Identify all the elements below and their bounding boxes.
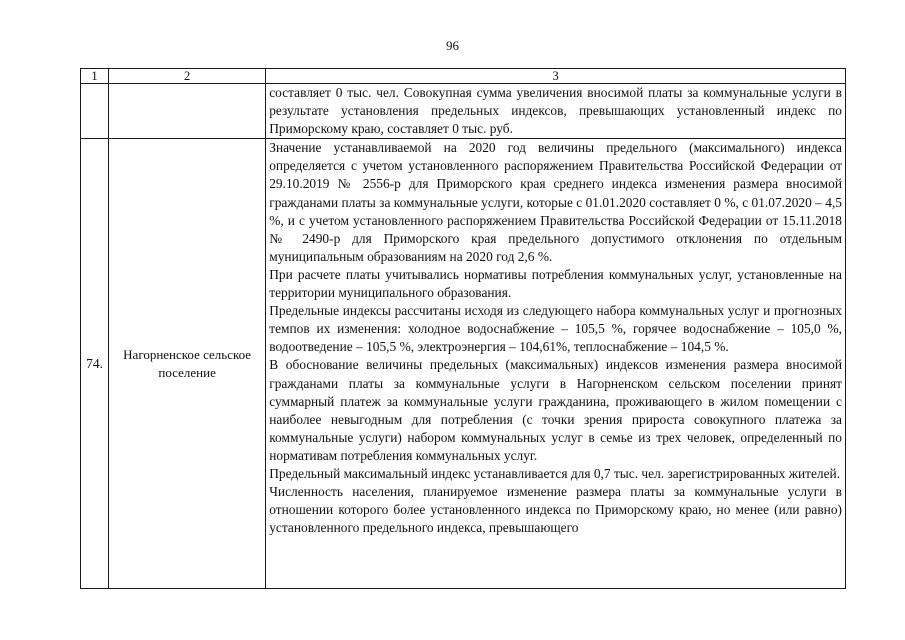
paragraph-index-value: Значение устанавливаемой на 2020 год величины предельного (максимального) индекса определяется с учетом установленного распоряжением Правительства Российской Федерации от 29.10.2019 № 2556-р для Приморского края среднего индекса изменения размера вносимой гражданами платы за коммунальные услуги, которые с 01.01.2020 составляет 0 %, с 01.07.2020 – 4,5 %, и с учетом установленного распоряжением Правительства Российской Федерации от 15.11.2018 № 2490-р для Приморского края предельного допустимого отклонения по отдельным муниципальным образованиям на 2020 год 2,6 %. [269,140,842,264]
paragraph-population-change: Численность населения, планируемое изменение размера платы за коммунальные услуги в отношении которого более установленного индекса по Приморскому краю, но менее (или равно) установленного предельного индекса, превышающего [269,484,842,536]
table-header-row [81,69,846,84]
continuation-cell [266,84,846,139]
column-header-3: 3 [266,69,846,84]
page-number: 96 [446,38,459,53]
continuation-paragraph: составляет 0 тыс. чел. Совокупная сумма увеличения вносимой платы за коммунальные услуги в результате установления предельных индексов, превышающих установленный индекс по Приморскому краю, составляет 0 тыс. руб. [269,85,842,137]
paragraph-norms: При расчете платы учитывались нормативы потребления коммунальных услуг, установленные на территории муниципального образования. [269,266,842,301]
paragraph-justification: В обоснование величины предельных (максимальных) индексов изменения размера вносимой гражданами платы за коммунальные услуги в Нагорненском сельском поселении принят суммарный платеж за коммунальные услуги гражданина, проживающего в жилом помещении с наиболее невыгодным для потребления (с точки зрения прироста совокупного платежа за коммунальные услуги) набором коммунальных услуг в семье из трех человек, определенный по нормативам потребления коммунальных услуг. [269,357,842,463]
document-table [80,68,846,589]
column-header-1: 1 [81,69,109,84]
row-name-cell [109,84,266,139]
column-header-2: 2 [109,69,266,84]
municipality-name-cell: Нагорненское сельское поселение [109,139,266,589]
table-row [81,84,846,139]
paragraph-tariff-rates: Предельные индексы рассчитаны исходя из следующего набора коммунальных услуг и прогнозных темпов их изменения: холодное водоснабжение – 105,5 %, горячее водоснабжение – 105,0 %, водоотведение – 105,5 %, электроэнергия – 104,61%, теплоснабжение – 104,5 %. [269,303,842,355]
row-number-cell [81,84,109,139]
description-cell [266,139,846,589]
table-row [81,139,846,589]
paragraph-population: Предельный максимальный индекс устанавливается для 0,7 тыс. чел. зарегистрированных жителей. [269,465,841,481]
row-number-cell: 74. [81,139,109,589]
